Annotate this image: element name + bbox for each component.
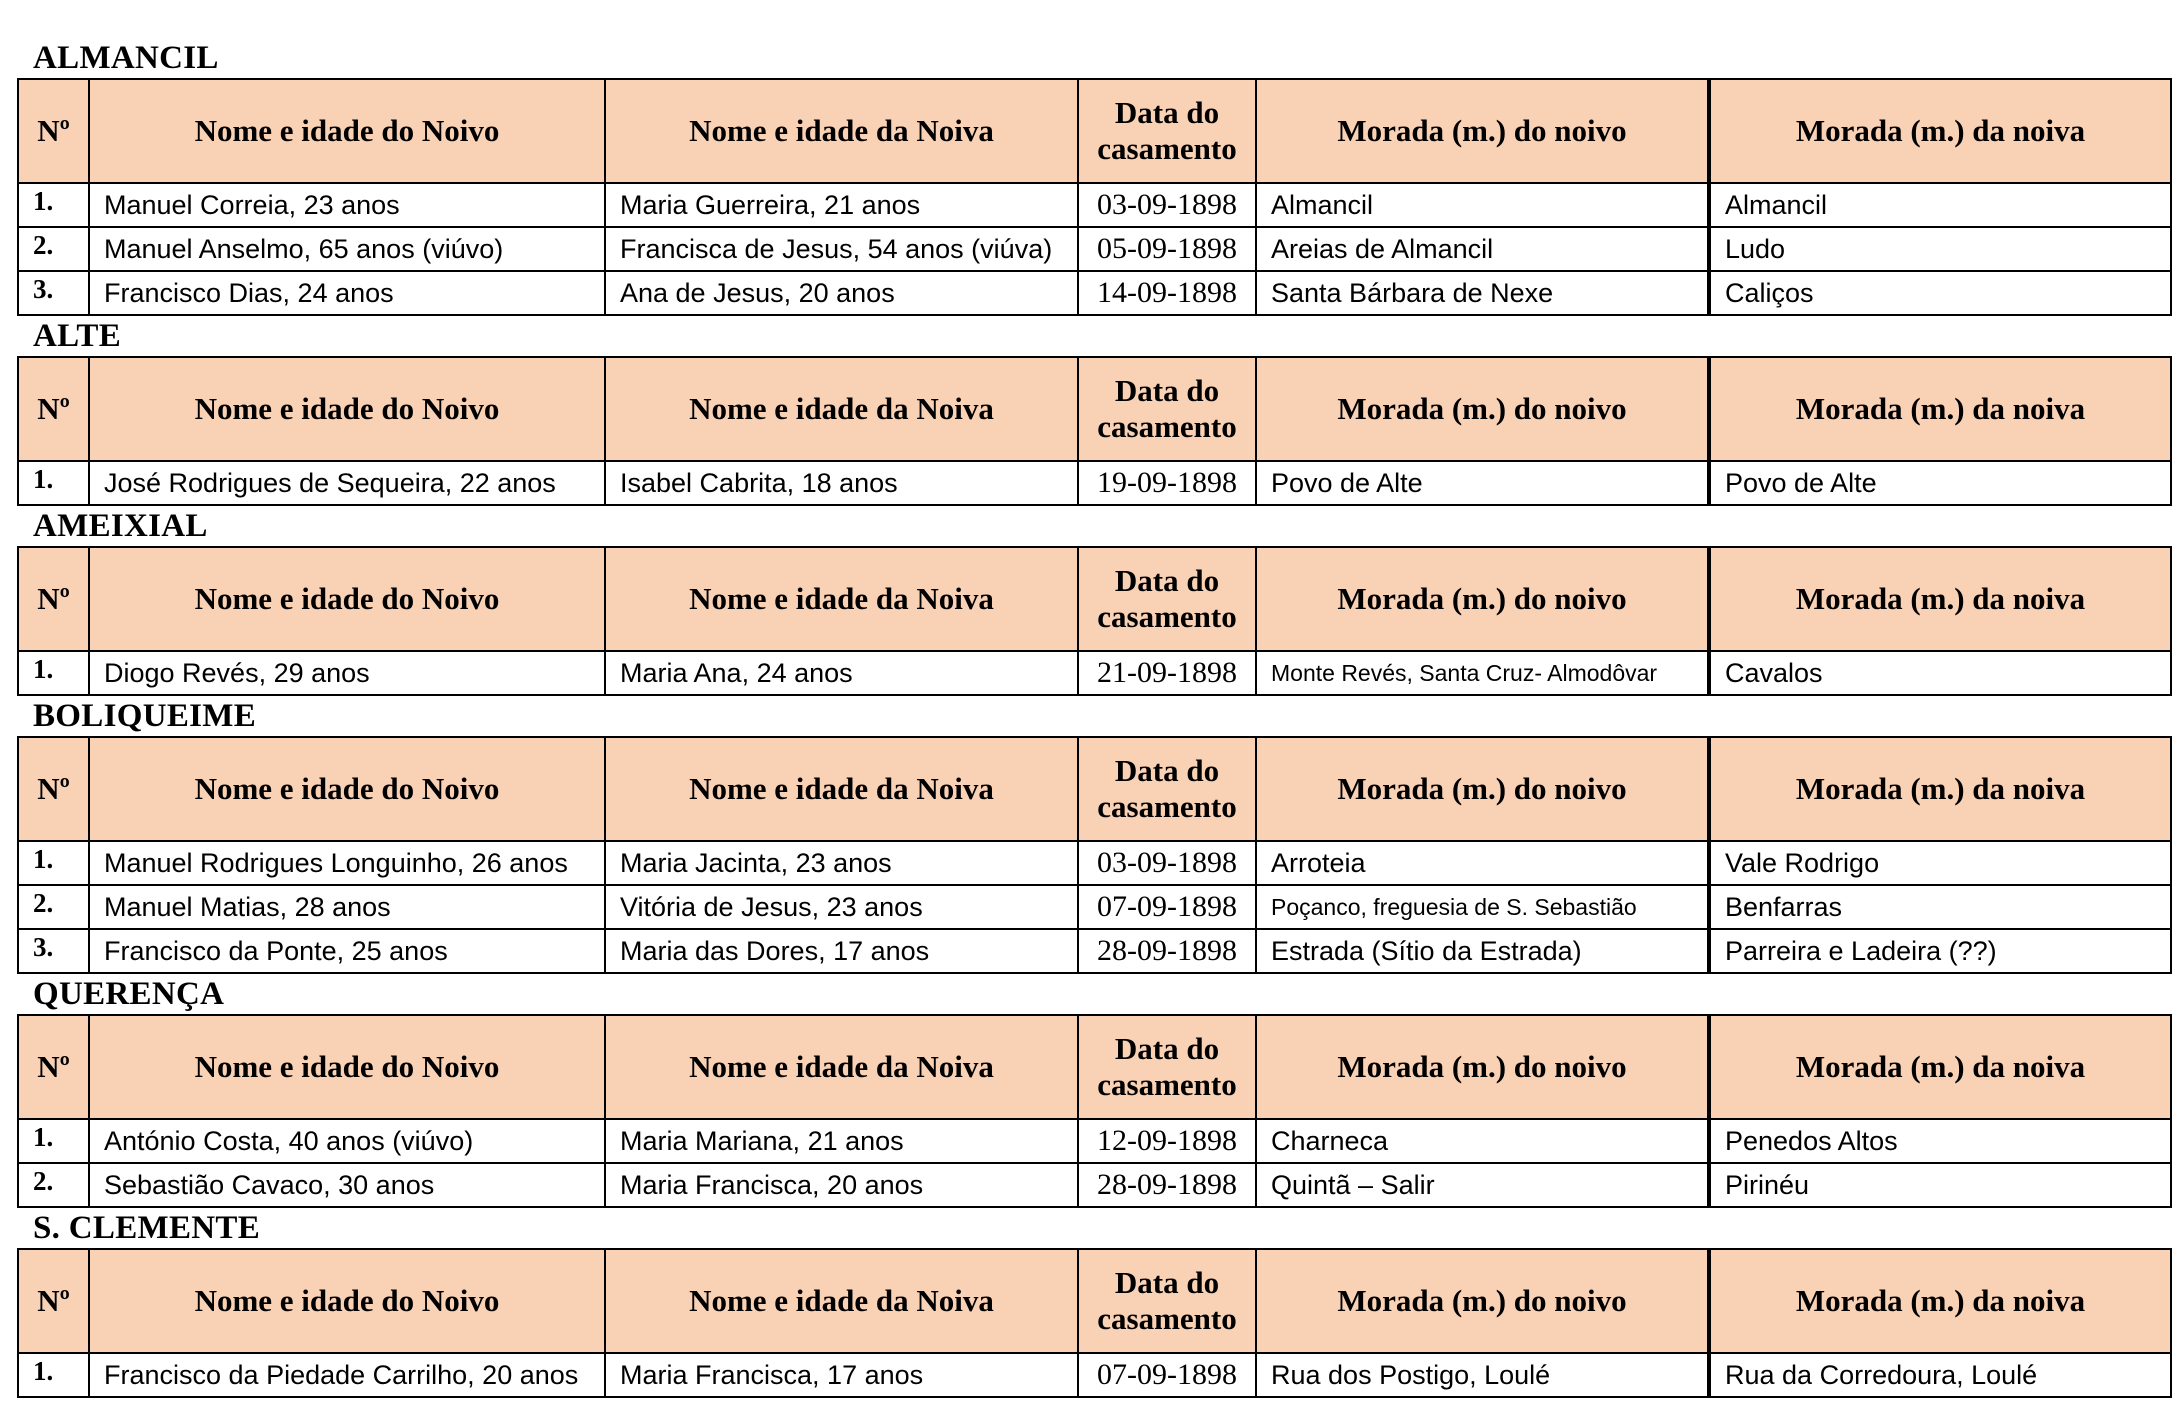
table-row (18, 651, 2171, 695)
section-title: ALTE (33, 318, 122, 354)
header-bride-address: Morada (m.) da noiva (1709, 1015, 2171, 1119)
section-1 (17, 316, 2170, 506)
groom-address-cell: Monte Revés, Santa Cruz- Almodôvar (1256, 651, 1709, 695)
row-number: 1. (18, 1119, 89, 1163)
row-number: 3. (18, 271, 89, 315)
bride-cell: Maria Mariana, 21 anos (605, 1119, 1078, 1163)
header-date: Data do casamento (1078, 357, 1256, 461)
table-row (18, 929, 2171, 973)
section-4 (17, 974, 2170, 1208)
groom-cell: António Costa, 40 anos (viúvo) (89, 1119, 605, 1163)
header-groom: Nome e idade do Noivo (89, 547, 605, 651)
header-bride-address: Morada (m.) da noiva (1709, 357, 2171, 461)
header-bride-address: Morada (m.) da noiva (1709, 737, 2171, 841)
table-row (18, 1119, 2171, 1163)
date-cell: 07-09-1898 (1078, 1353, 1256, 1397)
header-groom-address: Morada (m.) do noivo (1256, 1015, 1709, 1119)
groom-cell: José Rodrigues de Sequeira, 22 anos (89, 461, 605, 505)
groom-address-cell: Povo de Alte (1256, 461, 1709, 505)
date-cell: 12-09-1898 (1078, 1119, 1256, 1163)
bride-address-cell: Ludo (1709, 227, 2171, 271)
section-2 (17, 506, 2170, 696)
header-date: Data do casamento (1078, 1249, 1256, 1353)
header-groom-address: Morada (m.) do noivo (1256, 547, 1709, 651)
date-cell: 05-09-1898 (1078, 227, 1256, 271)
table-row (18, 885, 2171, 929)
bride-address-cell: Caliços (1709, 271, 2171, 315)
groom-cell: Sebastião Cavaco, 30 anos (89, 1163, 605, 1207)
date-cell: 07-09-1898 (1078, 885, 1256, 929)
table-row (18, 227, 2171, 271)
row-number: 2. (18, 227, 89, 271)
bride-address-cell: Penedos Altos (1709, 1119, 2171, 1163)
header-groom: Nome e idade do Noivo (89, 357, 605, 461)
groom-address-cell: Areias de Almancil (1256, 227, 1709, 271)
header-groom-address: Morada (m.) do noivo (1256, 357, 1709, 461)
header-groom: Nome e idade do Noivo (89, 1249, 605, 1353)
document (17, 38, 2170, 1398)
header-num: Nº (18, 737, 89, 841)
section-title: AMEIXIAL (33, 508, 208, 544)
groom-cell: Manuel Matias, 28 anos (89, 885, 605, 929)
bride-address-cell: Pirinéu (1709, 1163, 2171, 1207)
date-cell: 21-09-1898 (1078, 651, 1256, 695)
bride-cell: Maria Jacinta, 23 anos (605, 841, 1078, 885)
bride-cell: Maria Francisca, 17 anos (605, 1353, 1078, 1397)
header-groom-address: Morada (m.) do noivo (1256, 79, 1709, 183)
groom-cell: Francisco Dias, 24 anos (89, 271, 605, 315)
header-bride: Nome e idade da Noiva (605, 79, 1078, 183)
groom-cell: Diogo Revés, 29 anos (89, 651, 605, 695)
table-row (18, 1163, 2171, 1207)
header-row (18, 357, 2171, 461)
table-row (18, 1353, 2171, 1397)
table-row (18, 461, 2171, 505)
header-groom-address: Morada (m.) do noivo (1256, 1249, 1709, 1353)
header-row (18, 1249, 2171, 1353)
groom-cell: Francisco da Ponte, 25 anos (89, 929, 605, 973)
bride-address-cell: Benfarras (1709, 885, 2171, 929)
date-cell: 03-09-1898 (1078, 183, 1256, 227)
header-row (18, 547, 2171, 651)
header-bride: Nome e idade da Noiva (605, 1015, 1078, 1119)
bride-cell: Maria Ana, 24 anos (605, 651, 1078, 695)
groom-address-cell: Quintã – Salir (1256, 1163, 1709, 1207)
section-title: BOLIQUEIME (33, 698, 257, 734)
bride-cell: Isabel Cabrita, 18 anos (605, 461, 1078, 505)
section-title: ALMANCIL (33, 40, 219, 76)
header-bride: Nome e idade da Noiva (605, 357, 1078, 461)
header-bride: Nome e idade da Noiva (605, 547, 1078, 651)
groom-address-cell: Almancil (1256, 183, 1709, 227)
bride-cell: Maria Guerreira, 21 anos (605, 183, 1078, 227)
header-bride-address: Morada (m.) da noiva (1709, 547, 2171, 651)
bride-cell: Vitória de Jesus, 23 anos (605, 885, 1078, 929)
groom-address-cell: Arroteia (1256, 841, 1709, 885)
groom-address-cell: Rua dos Postigo, Loulé (1256, 1353, 1709, 1397)
date-cell: 14-09-1898 (1078, 271, 1256, 315)
groom-address-cell: Poçanco, freguesia de S. Sebastião (1256, 885, 1709, 929)
date-cell: 19-09-1898 (1078, 461, 1256, 505)
header-bride: Nome e idade da Noiva (605, 1249, 1078, 1353)
section-title: S. CLEMENTE (33, 1210, 261, 1246)
groom-cell: Manuel Anselmo, 65 anos (viúvo) (89, 227, 605, 271)
header-num: Nº (18, 357, 89, 461)
bride-address-cell: Vale Rodrigo (1709, 841, 2171, 885)
table-row (18, 841, 2171, 885)
row-number: 1. (18, 651, 89, 695)
marriage-table (17, 546, 2172, 696)
row-number: 3. (18, 929, 89, 973)
marriage-table (17, 1014, 2172, 1208)
groom-address-cell: Santa Bárbara de Nexe (1256, 271, 1709, 315)
bride-cell: Francisca de Jesus, 54 anos (viúva) (605, 227, 1078, 271)
header-bride-address: Morada (m.) da noiva (1709, 79, 2171, 183)
header-groom-address: Morada (m.) do noivo (1256, 737, 1709, 841)
header-row (18, 1015, 2171, 1119)
bride-cell: Ana de Jesus, 20 anos (605, 271, 1078, 315)
table-row (18, 271, 2171, 315)
header-date: Data do casamento (1078, 79, 1256, 183)
section-3 (17, 696, 2170, 974)
row-number: 1. (18, 1353, 89, 1397)
row-number: 2. (18, 885, 89, 929)
marriage-table (17, 736, 2172, 974)
table-row (18, 183, 2171, 227)
header-row (18, 737, 2171, 841)
header-num: Nº (18, 79, 89, 183)
marriage-table (17, 356, 2172, 506)
date-cell: 28-09-1898 (1078, 929, 1256, 973)
header-date: Data do casamento (1078, 1015, 1256, 1119)
header-num: Nº (18, 1249, 89, 1353)
section-5 (17, 1208, 2170, 1398)
date-cell: 28-09-1898 (1078, 1163, 1256, 1207)
bride-cell: Maria Francisca, 20 anos (605, 1163, 1078, 1207)
header-num: Nº (18, 1015, 89, 1119)
bride-cell: Maria das Dores, 17 anos (605, 929, 1078, 973)
bride-address-cell: Rua da Corredoura, Loulé (1709, 1353, 2171, 1397)
section-0 (17, 38, 2170, 316)
row-number: 1. (18, 841, 89, 885)
groom-cell: Manuel Correia, 23 anos (89, 183, 605, 227)
marriage-table (17, 1248, 2172, 1398)
groom-cell: Francisco da Piedade Carrilho, 20 anos (89, 1353, 605, 1397)
row-number: 1. (18, 183, 89, 227)
header-date: Data do casamento (1078, 737, 1256, 841)
header-groom: Nome e idade do Noivo (89, 79, 605, 183)
row-number: 1. (18, 461, 89, 505)
header-groom: Nome e idade do Noivo (89, 737, 605, 841)
header-groom: Nome e idade do Noivo (89, 1015, 605, 1119)
bride-address-cell: Almancil (1709, 183, 2171, 227)
bride-address-cell: Cavalos (1709, 651, 2171, 695)
header-date: Data do casamento (1078, 547, 1256, 651)
header-bride: Nome e idade da Noiva (605, 737, 1078, 841)
groom-address-cell: Charneca (1256, 1119, 1709, 1163)
header-row (18, 79, 2171, 183)
bride-address-cell: Povo de Alte (1709, 461, 2171, 505)
groom-cell: Manuel Rodrigues Longuinho, 26 anos (89, 841, 605, 885)
bride-address-cell: Parreira e Ladeira (??) (1709, 929, 2171, 973)
header-num: Nº (18, 547, 89, 651)
row-number: 2. (18, 1163, 89, 1207)
marriage-table (17, 78, 2172, 316)
groom-address-cell: Estrada (Sítio da Estrada) (1256, 929, 1709, 973)
section-title: QUERENÇA (33, 976, 225, 1012)
header-bride-address: Morada (m.) da noiva (1709, 1249, 2171, 1353)
date-cell: 03-09-1898 (1078, 841, 1256, 885)
